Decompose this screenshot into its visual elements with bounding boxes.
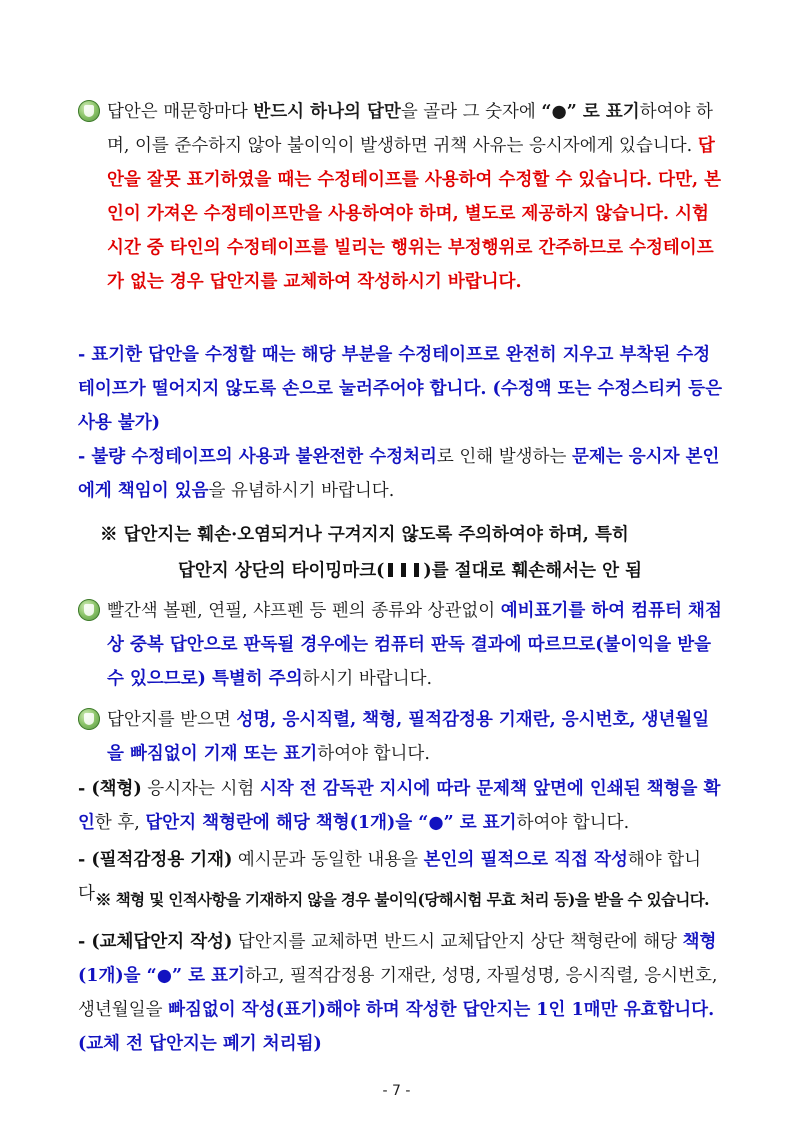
dash-item-faulty-tape: - 불량 수정테이프의 사용과 불완전한 수정처리로 인해 발생하는 문제는 응시자 본인에게 책임이 있음을 유념하시기 바랍니다.	[78, 447, 720, 501]
dash-item-handwriting: - (필적감정용 기재) 예시문과 동일한 내용을 본인의 필적으로 직접 작성해야 합니다.	[78, 850, 702, 904]
dash-item-booklet-type: - (책형) 응시자는 시험 시작 전 감독관 지시에 따라 문제책 앞면에 인쇄된 책형을 확인한 후, 답안지 책형란에 해당 책형(1개)을 “●” 로 표기하여야 합니다.	[78, 779, 721, 833]
dash-item-replacement-sheet: - (교체답안지 작성) 답안지를 교체하면 반드시 교체답안지 상단 책형란에 해당 책형(1개)을 “●” 로 표기하고, 필적감정용 기재란, 성명, 자필성명, 응시직렬, 응시번호, 생년월일을 빠짐없이 작성(표기)해야 하며 작성한 답안지는 1인 1매만 유효합니다. (교체 전 답안지는 폐기 처리됨)	[78, 932, 718, 1054]
page-number: - 7 -	[382, 1083, 411, 1099]
paragraph-answer-marking	[78, 95, 723, 299]
green-circle-bullet-icon	[78, 100, 100, 122]
green-circle-bullet-icon	[78, 599, 100, 621]
note-answer-sheet-damage: ※ 답안지는 훼손·오염되거나 구겨지지 않도록 주의하여야 하며, 특히 답안지 상단의 타이밍마크( )를 절대로 훼손해서는 안 됨	[100, 525, 643, 581]
timing-mark-icon	[384, 561, 423, 581]
paragraph-text: 답안은 매문항마다 반드시 하나의 답만을 골라 그 숫자에 “●” 로 표기하여야 하며, 이를 준수하지 않아 불이익이 발생하면 귀책 사유는 응시자에게 있습니다. 답안을 잘못 표기하였을 때는 수정테이프를 사용하여 수정할 수 있습니다. 다만, 본인이 가져온 수정테이프만을 사용하여야 하며, 별도로 제공하지 않습니다. 시험시간 중 타인의 수정테이프를 빌리는 행위는 부정행위로 간주하므로 수정테이프가 없는 경우 답안지를 교체하여 작성하시기 바랍니다.	[107, 102, 722, 292]
green-circle-bullet-icon	[78, 708, 100, 730]
paragraph-text: 빨간색 볼펜, 연필, 샤프펜 등 펜의 종류와 상관없이 예비표기를 하여 컴퓨터 채점상 중복 답안으로 판독될 경우에는 컴퓨터 판독 결과에 따르므로(불이익을 받을 수 있으므로) 특별히 주의하시기 바랍니다.	[107, 601, 722, 689]
correction-tape-notice: 답안을 잘못 표기하였을 때는 수정테이프를 사용하여 수정할 수 있습니다. 다만, 본인이 가져온 수정테이프만을 사용하여야 하며, 별도로 제공하지 않습니다. 시험시간 중 타인의 수정테이프를 빌리는 행위는 부정행위로 간주하므로 수정테이프가 없는 경우 답안지를 교체하여 작성하시기 바랍니다.	[107, 136, 722, 292]
paragraph-text: 답안지를 받으면 성명, 응시직렬, 책형, 필적감정용 기재란, 응시번호, 생년월일을 빠짐없이 기재 또는 표기하여야 합니다.	[107, 710, 710, 764]
dash-item-correction-method: - 표기한 답안을 수정할 때는 해당 부분을 수정테이프로 완전히 지우고 부착된 수정테이프가 떨어지지 않도록 손으로 눌러주어야 합니다. (수정액 또는 수정스티커 등은 사용 불가)	[78, 345, 722, 433]
paragraph-required-fields	[78, 703, 723, 771]
note-missing-info-penalty: ※ 책형 및 인적사항을 기재하지 않을 경우 불이익(당해시험 무효 처리 등)을 받을 수 있습니다.	[96, 890, 709, 909]
paragraph-preliminary-marking	[78, 594, 723, 696]
